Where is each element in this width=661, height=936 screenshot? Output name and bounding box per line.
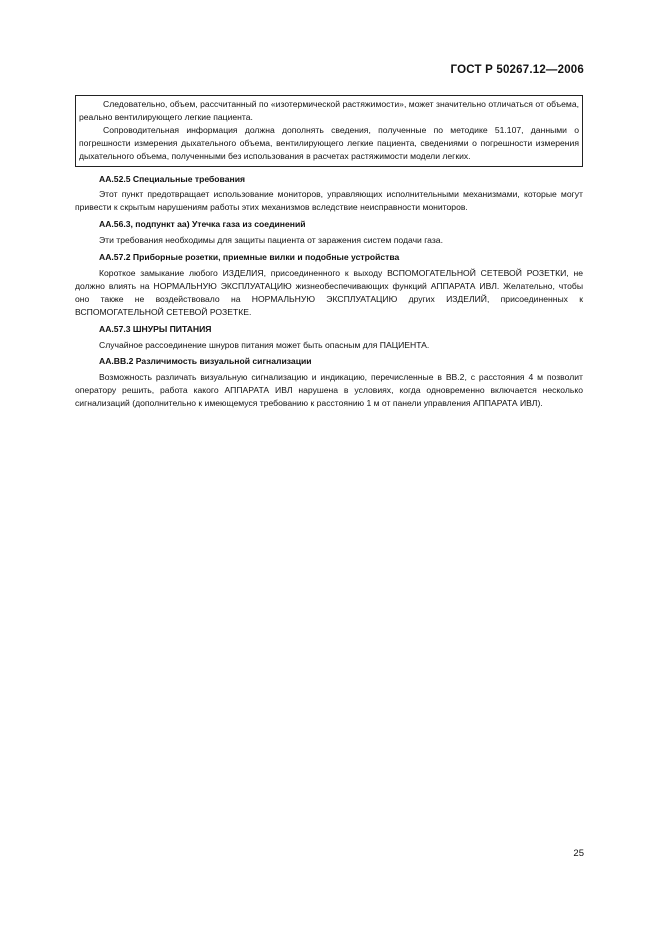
section-aa-57-3 <box>75 323 583 352</box>
note-paragraph: Сопроводительная информация должна дополнять сведения, полученные по методике 51.107, данными о погрешности измерения дыхательного объема, вентилирующего легкие пациента, сведениями о погрешности измерения дыхательного объема, полученными без использования в расчетах растяжимости модели легких. <box>79 124 579 161</box>
section-heading: АА.52.5 Специальные требования <box>99 173 245 184</box>
note-paragraph: Следовательно, объем, рассчитанный по «изотермической растяжимости», может значительно отличаться от объема, реально вентилирующего легкие пациента. <box>79 99 579 122</box>
section-heading: АА.57.3 ШНУРЫ ПИТАНИЯ <box>99 323 212 334</box>
section-heading: АА.56.3, подпункт аа) Утечка газа из соединений <box>99 219 306 230</box>
section-aa-56-3 <box>75 218 583 247</box>
section-heading: АА.ВВ.2 Различимость визуальной сигнализации <box>99 356 312 367</box>
section-aa-bb-2 <box>75 355 583 410</box>
section-paragraph: Этот пункт предотвращает использование мониторов, управляющих исполнительными механизмами, которые могут привести к скрытым нарушениям работы этих механизмов вследствие неисправности мониторов. <box>75 189 583 213</box>
document-header: ГОСТ Р 50267.12—2006 <box>450 64 584 76</box>
note-box <box>75 95 583 167</box>
document-body <box>75 95 583 414</box>
section-heading: АА.57.2 Приборные розетки, приемные вилки и подобные устройства <box>99 252 400 263</box>
section-aa-52-5 <box>75 173 583 215</box>
section-paragraph: Случайное рассоединение шнуров питания может быть опасным для ПАЦИЕНТА. <box>99 339 430 350</box>
section-paragraph: Возможность различать визуальную сигнализацию и индикацию, перечисленные в ВВ.2, с расстояния 4 м позволит оператору решить, работа какого АППАРАТА ИВЛ нарушена в условиях, когда одновременно включается несколько сигнализаций (дополнительно к имеющемуся требованию к расстоянию 1 м от панели управления АППАРАТА ИВЛ). <box>75 372 583 409</box>
section-paragraph: Эти требования необходимы для защиты пациента от заражения систем подачи газа. <box>99 235 443 246</box>
section-paragraph: Короткое замыкание любого ИЗДЕЛИЯ, присоединенного к выходу ВСПОМОГАТЕЛЬНОЙ СЕТЕВОЙ РОЗЕТКИ, не должно влиять на НОРМАЛЬНУЮ ЭКСПЛУАТАЦИЮ жизнеобеспечивающих функций АППАРАТА ИВЛ. Желательно, чтобы оно также не воздействовало на НОРМАЛЬНУЮ ЭКСПЛУАТАЦИЮ других ИЗДЕЛИЙ, присоединенных к ВСПОМОГАТЕЛЬНОЙ СЕТЕВОЙ РОЗЕТКЕ. <box>75 267 583 317</box>
page-number: 25 <box>573 848 584 859</box>
section-aa-57-2 <box>75 251 583 319</box>
